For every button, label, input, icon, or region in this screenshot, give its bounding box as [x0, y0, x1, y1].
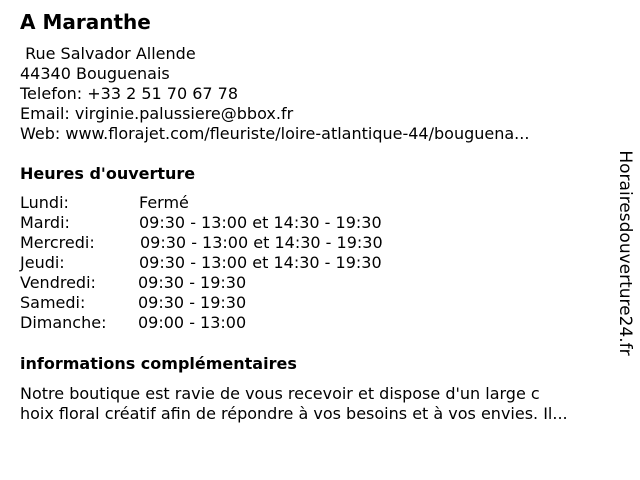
time-value: 09:30 - 13:00 et 14:30 - 19:30 — [139, 253, 382, 272]
day-label: Jeudi: — [20, 253, 65, 272]
hours-row — [20, 293, 440, 313]
info-line: Notre boutique est ravie de vous recevoir et dispose d'un large c — [20, 384, 540, 403]
hours-row — [20, 213, 440, 233]
hours-row — [20, 313, 440, 333]
email-line[interactable]: Email: virginie.palussiere@bbox.fr — [20, 104, 294, 123]
day-label: Lundi: — [20, 193, 69, 212]
hours-row — [20, 273, 440, 293]
opening-hours-table — [20, 193, 440, 333]
time-value: 09:30 - 19:30 — [138, 273, 247, 292]
day-label: Dimanche: — [20, 313, 107, 332]
day-label: Samedi: — [20, 293, 86, 312]
info-line: hoix floral créatif afin de répondre à vos besoins et à vos envies. Il... — [20, 404, 568, 423]
time-value: 09:30 - 19:30 — [138, 293, 247, 312]
hours-row — [20, 193, 440, 213]
business-name: A Maranthe — [20, 10, 151, 34]
street-address: Rue Salvador Allende — [20, 44, 196, 63]
city-postcode: 44340 Bouguenais — [20, 64, 170, 83]
address-block — [20, 44, 529, 144]
hours-row — [20, 233, 440, 253]
time-value: 09:30 - 13:00 et 14:30 - 19:30 — [140, 233, 383, 252]
additional-info-text — [20, 384, 568, 424]
opening-hours-heading: Heures d'ouverture — [20, 164, 196, 183]
time-value: 09:00 - 13:00 — [138, 313, 247, 332]
time-value: Fermé — [139, 193, 189, 212]
day-label: Mardi: — [20, 213, 70, 232]
phone-line[interactable]: Telefon: +33 2 51 70 67 78 — [20, 84, 239, 103]
day-label: Vendredi: — [20, 273, 96, 292]
day-label: Mercredi: — [20, 233, 95, 252]
website-line[interactable]: Web: www.florajet.com/fleuriste/loire-atlantique-44/bouguena... — [20, 124, 530, 143]
additional-info-heading: informations complémentaires — [20, 354, 297, 373]
site-watermark: Horairesdouverture24.fr — [615, 150, 635, 356]
time-value: 09:30 - 13:00 et 14:30 - 19:30 — [139, 213, 382, 232]
hours-row — [20, 253, 440, 273]
